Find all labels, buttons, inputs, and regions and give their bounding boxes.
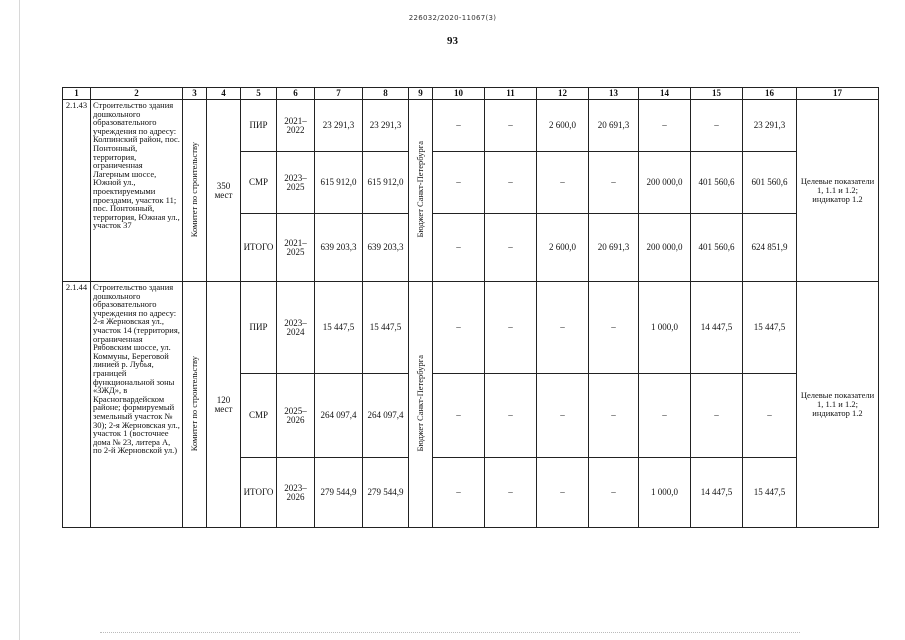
value-cell: 639 203,3 xyxy=(363,214,409,282)
col-header: 6 xyxy=(277,88,315,100)
page-number: 93 xyxy=(447,35,458,47)
value-cell: 601 560,6 xyxy=(743,152,797,214)
value-cell: – xyxy=(691,374,743,458)
value-cell: 20 691,3 xyxy=(589,214,639,282)
value-cell: 15 447,5 xyxy=(743,282,797,374)
value-cell: – xyxy=(589,374,639,458)
work-type: ИТОГО xyxy=(241,458,277,528)
table-row xyxy=(63,100,879,152)
value-cell: – xyxy=(589,152,639,214)
col-header: 15 xyxy=(691,88,743,100)
value-cell: 14 447,5 xyxy=(691,282,743,374)
column-numbers-row xyxy=(63,88,879,100)
value-cell: – xyxy=(589,458,639,528)
period: 2025–2026 xyxy=(277,374,315,458)
value-cell: 14 447,5 xyxy=(691,458,743,528)
value-cell: 615 912,0 xyxy=(315,152,363,214)
value-cell: – xyxy=(485,374,537,458)
budget-cell xyxy=(409,100,433,282)
col-header: 10 xyxy=(433,88,485,100)
object-name: Строительство здания дошкольного образовательного учреждения по адресу: 2-я Жерновская ул., участок 14 (территория, ограниченная Рябовским шоссе, ул. Коммуны, Береговой линией р. Лубья, границей функциональной зоны «ЗЖД», в Красногвардейском районе; формируемый земельный участок № 30); 2-я Жерновская ул., участок 1 (восточнее дома № 23, литера А, по 2-й Жерновской ул.) xyxy=(91,282,183,528)
executor-cell xyxy=(183,100,207,282)
value-cell: – xyxy=(691,100,743,152)
value-cell: 639 203,3 xyxy=(315,214,363,282)
period: 2021–2022 xyxy=(277,100,315,152)
value-cell: – xyxy=(639,100,691,152)
scan-footer-dots xyxy=(100,632,800,635)
value-cell: 20 691,3 xyxy=(589,100,639,152)
value-cell: – xyxy=(537,282,589,374)
target-indicators: Целевые показатели 1, 1.1 и 1.2; индикатор 1.2 xyxy=(797,282,879,528)
value-cell: 15 447,5 xyxy=(743,458,797,528)
value-cell: – xyxy=(433,458,485,528)
value-cell: – xyxy=(485,214,537,282)
value-cell: 264 097,4 xyxy=(363,374,409,458)
object-name: Строительство здания дошкольного образовательного учреждения по адресу: Колпинский район, пос. Понтонный, территория, ограниченная Лагерным шоссе, Южной ул., проектируемыми проездами, участок 11; пос. Понтонный, территория, Южная ул., участок 37 xyxy=(91,100,183,282)
value-cell: – xyxy=(485,458,537,528)
value-cell: – xyxy=(433,374,485,458)
value-cell: – xyxy=(485,282,537,374)
target-indicators: Целевые показатели 1, 1.1 и 1.2; индикатор 1.2 xyxy=(797,100,879,282)
value-cell: – xyxy=(433,100,485,152)
work-type: СМР xyxy=(241,374,277,458)
work-type: ИТОГО xyxy=(241,214,277,282)
value-cell: 1 000,0 xyxy=(639,282,691,374)
executor-cell xyxy=(183,282,207,528)
work-type: СМР xyxy=(241,152,277,214)
value-cell: 1 000,0 xyxy=(639,458,691,528)
value-cell: 264 097,4 xyxy=(315,374,363,458)
period: 2023–2024 xyxy=(277,282,315,374)
col-header: 16 xyxy=(743,88,797,100)
value-cell: 624 851,9 xyxy=(743,214,797,282)
value-cell: 279 544,9 xyxy=(363,458,409,528)
table-row xyxy=(63,282,879,374)
budget-cell xyxy=(409,282,433,528)
executor-text: Комитет по строительству xyxy=(189,355,199,452)
value-cell: – xyxy=(743,374,797,458)
value-cell: 15 447,5 xyxy=(315,282,363,374)
col-header: 14 xyxy=(639,88,691,100)
value-cell: 15 447,5 xyxy=(363,282,409,374)
col-header: 9 xyxy=(409,88,433,100)
period: 2023–2025 xyxy=(277,152,315,214)
value-cell: 401 560,6 xyxy=(691,214,743,282)
row-index: 2.1.43 xyxy=(63,100,91,282)
budget-text: Бюджет Санкт-Петербурга xyxy=(415,141,425,238)
value-cell: 200 000,0 xyxy=(639,152,691,214)
value-cell: – xyxy=(433,214,485,282)
col-header: 7 xyxy=(315,88,363,100)
value-cell: 23 291,3 xyxy=(363,100,409,152)
capacity: 120 мест xyxy=(207,282,241,528)
row-index: 2.1.44 xyxy=(63,282,91,528)
value-cell: – xyxy=(639,374,691,458)
col-header: 8 xyxy=(363,88,409,100)
value-cell: – xyxy=(485,100,537,152)
col-header: 5 xyxy=(241,88,277,100)
budget-text: Бюджет Санкт-Петербурга xyxy=(415,355,425,452)
col-header: 13 xyxy=(589,88,639,100)
value-cell: 2 600,0 xyxy=(537,214,589,282)
value-cell: – xyxy=(433,282,485,374)
period: 2023–2026 xyxy=(277,458,315,528)
program-table xyxy=(62,87,879,528)
scan-margin-line xyxy=(19,0,20,640)
col-header: 2 xyxy=(91,88,183,100)
value-cell: 401 560,6 xyxy=(691,152,743,214)
value-cell: 279 544,9 xyxy=(315,458,363,528)
value-cell: – xyxy=(433,152,485,214)
col-header: 11 xyxy=(485,88,537,100)
value-cell: 23 291,3 xyxy=(743,100,797,152)
work-type: ПИР xyxy=(241,282,277,374)
work-type: ПИР xyxy=(241,100,277,152)
value-cell: – xyxy=(537,152,589,214)
period: 2021–2025 xyxy=(277,214,315,282)
document-number: 226032/2020-11067(3) xyxy=(408,14,497,22)
col-header: 4 xyxy=(207,88,241,100)
value-cell: – xyxy=(537,374,589,458)
col-header: 1 xyxy=(63,88,91,100)
col-header: 12 xyxy=(537,88,589,100)
value-cell: 615 912,0 xyxy=(363,152,409,214)
col-header: 17 xyxy=(797,88,879,100)
value-cell: – xyxy=(589,282,639,374)
value-cell: 2 600,0 xyxy=(537,100,589,152)
capacity: 350 мест xyxy=(207,100,241,282)
value-cell: 200 000,0 xyxy=(639,214,691,282)
value-cell: – xyxy=(485,152,537,214)
executor-text: Комитет по строительству xyxy=(189,141,199,238)
value-cell: 23 291,3 xyxy=(315,100,363,152)
col-header: 3 xyxy=(183,88,207,100)
value-cell: – xyxy=(537,458,589,528)
